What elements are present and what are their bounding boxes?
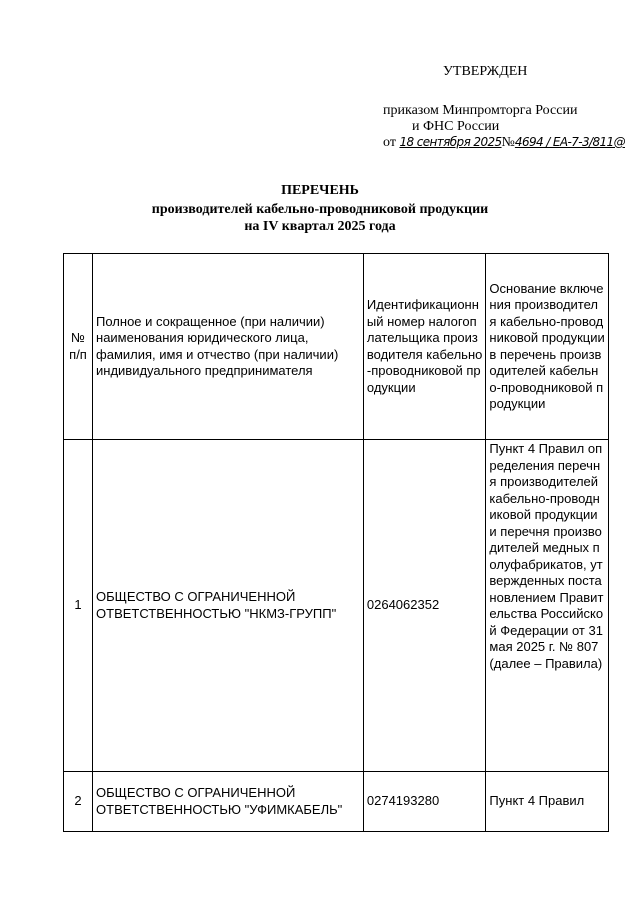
document-period: на IV квартал 2025 года bbox=[244, 219, 396, 234]
order-line-2: и ФНС России bbox=[412, 119, 500, 134]
order-number: 4694 / ЕА-7-3/811@ bbox=[514, 135, 625, 149]
row-name: ОБЩЕСТВО С ОГРАНИЧЕННОЙ ОТВЕТСТВЕННОСТЬЮ "УФИМКАБЕЛЬ" bbox=[93, 772, 364, 832]
header-inn: Идентификационный номер налогоплательщика производителя кабельно-проводниковой продукции bbox=[363, 254, 486, 440]
row-inn: 0264062352 bbox=[363, 440, 486, 772]
document-title: ПЕРЕЧЕНЬ bbox=[281, 183, 359, 198]
header-name: Полное и сокращенное (при наличии) наименования юридического лица, фамилия, имя и отчество (при наличии) индивидуального предпринимателя bbox=[93, 254, 364, 440]
table-header-row bbox=[64, 254, 609, 440]
order-from-label: от bbox=[383, 135, 396, 150]
order-date-line bbox=[383, 135, 625, 151]
order-line-1: приказом Минпромторга России bbox=[383, 103, 578, 118]
row-basis: Пункт 4 Правил bbox=[486, 772, 609, 832]
producers-table bbox=[63, 253, 609, 832]
header-num: № п/п bbox=[64, 254, 93, 440]
row-inn: 0274193280 bbox=[363, 772, 486, 832]
row-basis: Пункт 4 Правил определения перечня производителей кабельно-проводниковой продукции и перечня производителей медных полуфабрикатов, утвержденных постановлением Правительства Российской Федерации от 31 мая 2025 г. № 807 (далее – Правила) bbox=[486, 440, 609, 772]
table-row bbox=[64, 440, 609, 772]
row-num: 1 bbox=[64, 440, 93, 772]
row-num: 2 bbox=[64, 772, 93, 832]
order-date: 18 сентября 2025 bbox=[399, 135, 502, 149]
table-row bbox=[64, 772, 609, 832]
approval-stamp-title: УТВЕРЖДЕН bbox=[443, 64, 528, 79]
document-subtitle: производителей кабельно-проводниковой продукции bbox=[151, 202, 489, 217]
header-basis: Основание включения производителя кабельно-проводниковой продукции в перечень производителей кабельно-проводниковой продукции bbox=[486, 254, 609, 440]
row-name: ОБЩЕСТВО С ОГРАНИЧЕННОЙ ОТВЕТСТВЕННОСТЬЮ "НКМЗ-ГРУПП" bbox=[93, 440, 364, 772]
order-number-label: № bbox=[501, 135, 515, 150]
